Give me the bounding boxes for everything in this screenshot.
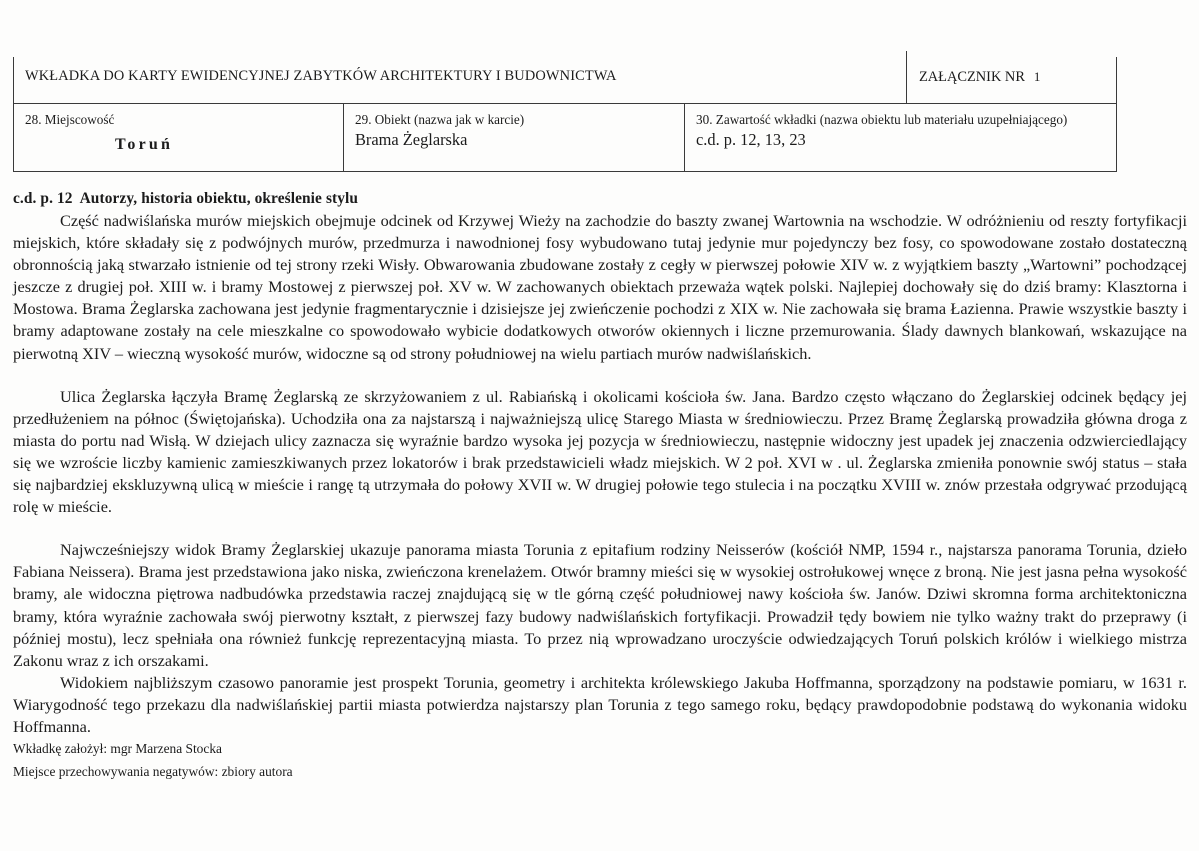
section-heading-text: Autorzy, historia obiektu, określenie stylu xyxy=(79,190,359,207)
object-value: Brama Żeglarska xyxy=(355,130,468,149)
annex-label: ZAŁĄCZNIK NR xyxy=(919,69,1025,85)
contents-label: 30. Zawartość wkładki (nazwa obiektu lub materiału uzupełniającego) xyxy=(696,112,1068,127)
document-footer xyxy=(13,737,913,783)
footer-negatives: Miejsce przechowywania negatywów: zbiory autora xyxy=(13,764,293,779)
annex-number: 1 xyxy=(1033,69,1041,84)
locality-label: 28. Miejscowość xyxy=(25,112,115,127)
object-cell xyxy=(343,104,684,171)
header-fields-row xyxy=(14,104,1116,171)
paragraph-3: Najwcześniejszy widok Bramy Żeglarskiej ukazuje panorama miasta Torunia z epitafium rodziny Neisserów (kościół NMP, 1594 r., najstarsza panorama Torunia, dzieło Fabiana Neissera). Brama jest przedstawiona jako niska, zwieńczona krenelażem. Otwór bramny mieści się w wysokiej ostrołukowej wnęce z broną. Nie jest jasna pełna wysokość bramy, ale widoczna piętrowa nadbudówka przedstawia raczej znajdującą się w tle górną część południowej nawy kościoła św. Janów. Dziwi skromna forma architektoniczna bramy, która wyraźnie zachowała swój pierwotny kształt, z pierwszej fazy budowy nadwiślańskich fortyfikacji. Prowadził tędy bowiem nie tylko ważny trakt do przeprawy (i później mostu), lecz spełniała ona również funkcję reprezentacyjną miasta. To przez nią wprowadzano uroczyście odwiedzających Toruń polskich królów i wielkiego mistrza Zakonu wraz z ich orszakami. xyxy=(13,540,1187,670)
locality-value: Toruń xyxy=(115,136,174,153)
header-title-row xyxy=(14,57,1116,104)
annex-field xyxy=(919,69,1040,86)
section-heading-ref: c.d. p. 12 xyxy=(13,190,73,207)
section-heading xyxy=(13,190,1187,208)
document-title: WKŁADKA DO KARTY EWIDENCYJNEJ ZABYTKÓW ARCHITEKTURY I BUDOWNICTWA xyxy=(25,68,617,84)
contents-cell xyxy=(684,104,1118,171)
paragraph-1: Część nadwiślańska murów miejskich obejmuje odcinek od Krzywej Wieży na zachodzie do baszty zwanej Wartownia na wschodzie. W odróżnieniu od reszty fortyfikacji miejskich, które składały się z podwójnych murów, przedmurza i nawodnionej fosy wybudowano tutaj jedynie mur pojedynczy bez fosy, co spowodowane zostało dostateczną obronnością jaką stwarzało istnienie od tej strony rzeki Wisły. Obwarowania zbudowane zostały z cegły w pierwszej połowie XIV w. z wyjątkiem baszty „Wartowni” pochodzącej jeszcze z drugiej poł. XIII w. i bramy Mostowej z pierwszej poł. XV w. W zachowanych obiektach przeważa wątek polski. Najlepiej dochowały się do dziś bramy: Klasztorna i Mostowa. Brama Żeglarska zachowana jest jedynie fragmentarycznie i dzisiejsze jej zwieńczenie pochodzi z XIX w. Nie zachowała się brama Łazienna. Prawie wszystkie baszty i bramy adaptowane zostały na cele mieszkalne co spowodowało wybicie dodatkowych otworów okiennych i liczne przemurowania. Ślady dawnych blankowań, wskazujące na pierwotną XIV – wieczną wysokość murów, widoczne są od strony południowej na wielu partiach murów nadwiślańskich. xyxy=(13,211,1187,363)
object-label: 29. Obiekt (nazwa jak w karcie) xyxy=(355,112,525,127)
paragraph-4: Widokiem najbliższym czasowo panoramie jest prospekt Torunia, geometry i architekta królewskiego Jakuba Hoffmanna, sporządzony na podstawie pomiaru, w 1631 r. Wiarygodność tego przekazu dla nadwiślańskiej partii miasta potwierdza najstarszy plan Torunia z tego samego roku, będący prawdopodobnie podstawą do wykonania widoku Hoffmanna. xyxy=(13,672,1187,736)
annex-divider xyxy=(906,51,907,104)
paragraph-2: Ulica Żeglarska łączyła Bramę Żeglarską ze skrzyżowaniem z ul. Rabiańską i okolicami kościoła św. Jana. Bardzo często włączano do Żeglarskiej odcinek będący jej przedłużeniem na północ (Świętojańska). Uchodziła ona za najstarszą i najważniejszą ulicę Starego Miasta w średniowieczu. Przez Bramę Żeglarską prowadziła główna droga z miasta do portu nad Wisłą. W dziejach ulicy zaznacza się wyraźnie bardzo wysoka jej pozycja w średniowieczu, następnie widoczny jest upadek jej znaczenia odzwierciedlający się we wzroście liczby kamienic zamieszkiwanych przez lokatorów i brak przedstawicieli władz miejskich. W 2 poł. XVI w . ul. Żeglarska zmieniła ponownie swój status – stała się najbardziej ekskluzywną ulicą w mieście i rangę tą utrzymała do połowy XVII w. W drugiej połowie tego stulecia i na początku XVIII w. znów przestała odgrywać przodującą rolę w mieście. xyxy=(13,386,1187,517)
locality-cell xyxy=(14,104,343,171)
footer-author: Wkładkę założył: mgr Marzena Stocka xyxy=(13,741,222,756)
document-body xyxy=(13,190,1187,738)
contents-value: c.d. p. 12, 13, 23 xyxy=(696,130,806,149)
header-table xyxy=(13,57,1117,172)
